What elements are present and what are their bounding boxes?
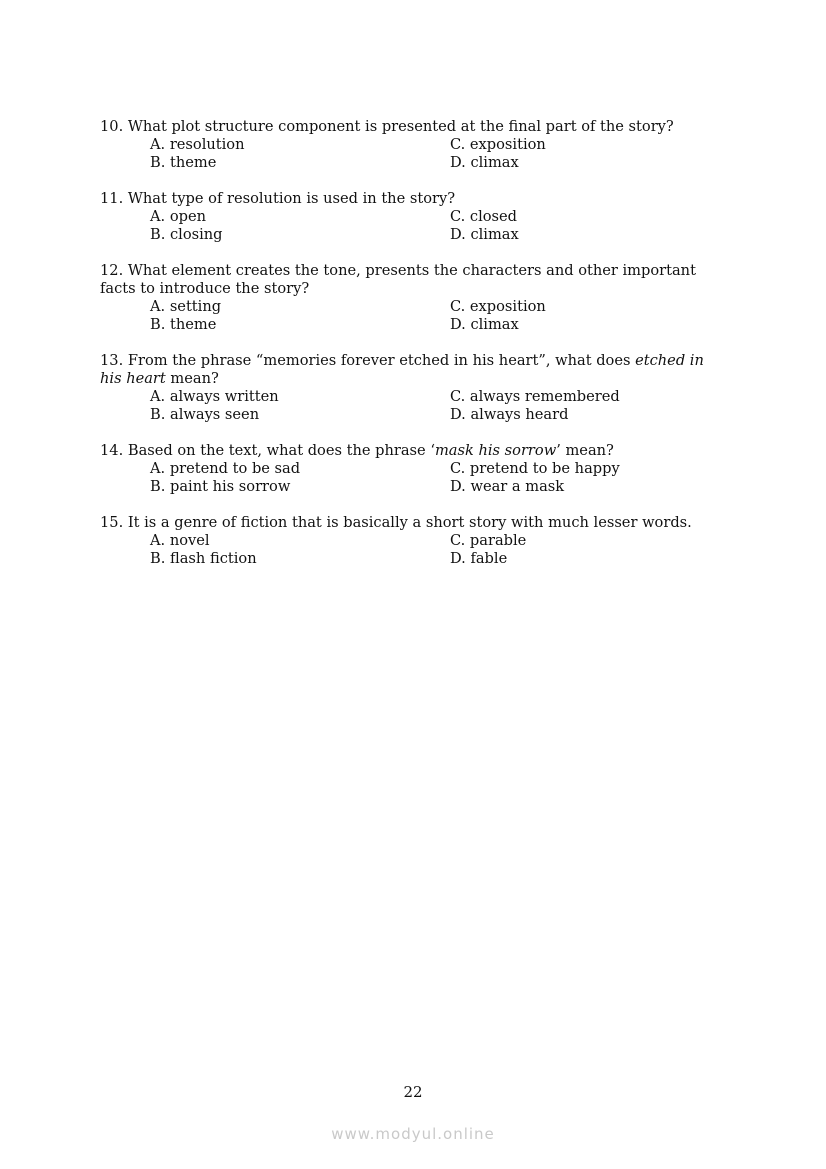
- page-number: 22: [403, 1083, 423, 1101]
- choice-d: D. climax: [450, 226, 519, 243]
- choice-b: B. closing: [150, 226, 223, 243]
- question-14: [100, 442, 710, 496]
- choice-a: A. resolution: [150, 136, 245, 153]
- choice-d: D. climax: [450, 316, 519, 333]
- choice-b: B. theme: [150, 316, 217, 333]
- choice-grid: [150, 298, 710, 334]
- choice-a: A. setting: [150, 298, 222, 315]
- choice-a: A. always written: [150, 388, 279, 405]
- question-stem: 11. What type of resolution is used in the story?: [100, 190, 456, 207]
- stem-prefix: 14. Based on the text, what does the phrase ‘: [100, 442, 435, 459]
- choice-c: C. exposition: [450, 298, 546, 315]
- stem-italic-phrase: mask his sorrow: [434, 442, 557, 459]
- choice-a: A. pretend to be sad: [150, 460, 301, 477]
- question-stem: 15. It is a genre of fiction that is basically a short story with much lesser words.: [100, 514, 692, 531]
- choice-d: D. always heard: [450, 406, 569, 423]
- choice-grid: [150, 460, 710, 496]
- choice-d: D. climax: [450, 154, 519, 171]
- question-10: [100, 118, 710, 172]
- choice-b: B. flash fiction: [150, 550, 257, 567]
- choice-grid: [150, 388, 710, 424]
- choice-a: A. open: [150, 208, 206, 225]
- choice-b: B. paint his sorrow: [150, 478, 291, 495]
- question-list: [100, 118, 710, 586]
- choice-d: D. wear a mask: [450, 478, 565, 495]
- choice-c: C. pretend to be happy: [450, 460, 620, 477]
- stem-prefix: 13. From the phrase “memories forever etched in his heart”, what does: [100, 352, 636, 369]
- choice-c: C. always remembered: [450, 388, 620, 405]
- choice-c: C. parable: [450, 532, 527, 549]
- choice-a: A. novel: [150, 532, 210, 549]
- question-stem: 10. What plot structure component is presented at the final part of the story?: [100, 118, 674, 135]
- choice-grid: [150, 532, 710, 568]
- question-13: [100, 352, 710, 424]
- question-stem: [100, 442, 710, 460]
- choice-c: C. closed: [450, 208, 518, 225]
- stem-suffix: mean?: [165, 370, 219, 387]
- choice-c: C. exposition: [450, 136, 546, 153]
- question-15: [100, 514, 710, 568]
- choice-grid: [150, 208, 710, 244]
- choice-b: B. theme: [150, 154, 217, 171]
- question-12: [100, 262, 710, 334]
- stem-suffix: ’ mean?: [556, 442, 614, 459]
- choice-b: B. always seen: [150, 406, 260, 423]
- stem-italic-phrase: etched in his heart: [100, 352, 704, 387]
- watermark: www.modyul.online: [331, 1125, 495, 1143]
- question-stem: [100, 352, 710, 388]
- choice-grid: [150, 136, 710, 172]
- choice-d: D. fable: [450, 550, 508, 567]
- question-stem: 12. What element creates the tone, presents the characters and other important facts to introduce the story?: [100, 262, 696, 297]
- question-11: [100, 190, 710, 244]
